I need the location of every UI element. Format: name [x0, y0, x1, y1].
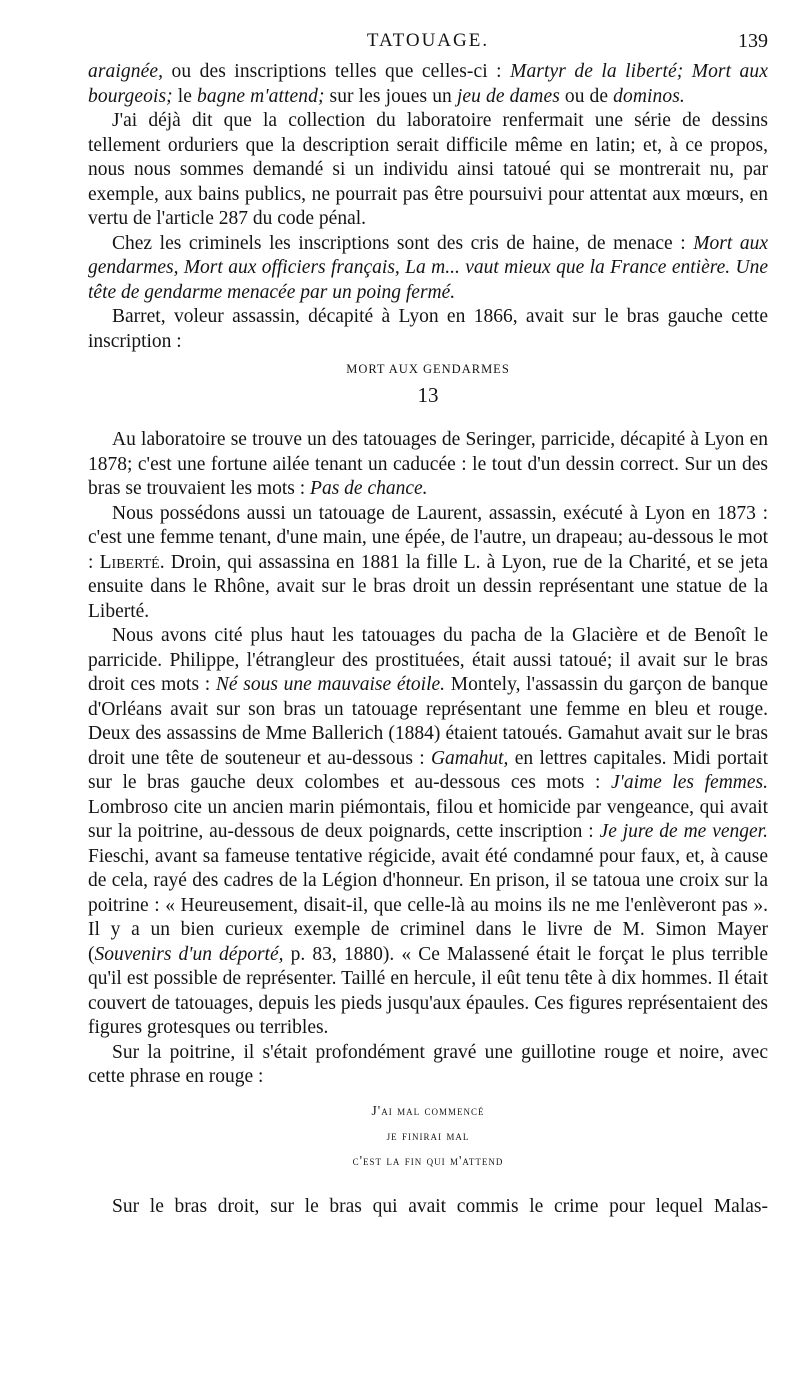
paragraph-1: [88, 60, 768, 109]
paragraph-7: [88, 624, 768, 1041]
small-caps-text: Liberté.: [99, 551, 165, 573]
italic-text: jeu de dames: [456, 85, 560, 107]
running-head: [88, 24, 768, 60]
text-run: Lombroso cite un ancien marin piémontais, filou et homicide par vengeance, qui avait sur la poitrine, au-dessous de deux poignards, cette inscription :: [88, 796, 768, 842]
book-page: [88, 24, 768, 1219]
verse-line: c'est la fin qui m'attend: [352, 1152, 504, 1168]
italic-text: Martyr de la liberté; Mort aux bourgeois;: [88, 61, 768, 107]
italic-text: J'aime les femmes.: [611, 772, 768, 793]
verse-block: [88, 1098, 768, 1173]
spacer: [88, 1173, 768, 1195]
spacer: [88, 1090, 768, 1098]
text-run: ou des inscriptions telles que celles-ci :: [163, 61, 511, 82]
inscription-number: 13: [417, 383, 439, 407]
text-run: Fieschi, avant sa fameuse tentative régicide, avait été condamné pour faux, et, à cause de cela, rayé des cadres de la Légion d'honneur. En prison, il se tatoua une croix sur la poitrine : « Heureusement, disait-il, que celle-là au moins ils ne me l'enlèveront pas ». Il y a un bien curieux exemple de criminel dans le livre de M. Simon Mayer (: [88, 845, 768, 965]
paragraph-4: Barret, voleur assassin, décapité à Lyon en 1866, avait sur le bras gauche cette inscription :: [88, 306, 768, 352]
text-run: p. 83, 1880). « Ce Malassené était le forçat le plus terrible qu'il est possible de représenter. Taillé en hercule, il eût tenu tête à dix hommes. Il était couvert de tatouages, depuis les pieds jusqu'aux épaules. Ces figures représentaient des figures grotesques ou terribles.: [88, 943, 768, 1038]
paragraph-3: [88, 232, 768, 306]
text-run: Montely, l'assassin du garçon de banque d'Orléans avait sur son bras un tatouage représentant une femme en bleu et rouge. Deux des assassins de Mme Ballerich (1884) étaient tatoués. Gamahut avait sur le bras droit une tête de souteneur et au-dessous :: [88, 674, 768, 769]
paragraph-8: Sur la poitrine, il s'était profondément gravé une guillotine rouge et noire, avec cette phrase en rouge :: [88, 1041, 768, 1087]
spacer: [88, 408, 768, 428]
text-run: Droin, qui assassina en 1881 la fille L. à Lyon, rue de la Charité, et se jeta ensuite dans le Rhône, avait sur le bras droit un dessin représentant une statue de la Liberté.: [88, 551, 769, 622]
paragraph-5: [88, 428, 768, 502]
text-run: le: [172, 85, 198, 107]
text-run: Nous avons cité plus haut les tatouages du pacha de la Glacière et de Benoît le parricide. Philippe, l'étrangleur des prostituées, était aussi tatoué; il avait sur le bras droit ces mots :: [88, 625, 768, 695]
italic-text: Souvenirs d'un déporté,: [94, 943, 284, 965]
page-number: 139: [738, 30, 768, 52]
italic-text: Gamahut,: [430, 747, 509, 769]
italic-text: Né sous une mauvaise étoile.: [215, 674, 446, 695]
text-run: sur les joues un: [324, 85, 457, 107]
text-run: Nous possédons aussi un tatouage de Laurent, assassin, exécuté à Lyon en 1873 : c'est une femme tenant, d'une main, une épée, de l'autre, un drapeau; au-dessous le mot :: [88, 502, 768, 573]
italic-text: Pas de chance.: [310, 478, 428, 499]
text-run: en lettres capitales. Midi portait sur le bras gauche deux colombes et au-dessous ces mots :: [88, 747, 768, 793]
text-run: ou de: [559, 85, 614, 107]
paragraph-2: J'ai déjà dit que la collection du laboratoire renfermait une série de dessins tellement orduriers que la description serait difficile même en latin; et, à ce propos, nous nous sommes demandé si un individu ainsi tatoué qui se montrerait nu, par exemple, aux bains publics, ne pourrait pas être poursuivi pour attentat aux mœurs, en vertu de l'article 287 du code pénal.: [88, 110, 768, 229]
italic-text: dominos.: [613, 85, 685, 107]
verse-line: je finirai mal: [386, 1127, 470, 1143]
running-title: TATOUAGE.: [366, 30, 490, 51]
paragraph-6: [88, 502, 768, 625]
italic-text: Je jure de me venger.: [599, 821, 768, 842]
italic-text: Mort aux gendarmes, Mort aux officiers français, La m... vaut mieux que la France entière. Une tête de gendarme menacée par un poing fermé.: [88, 232, 769, 303]
italic-text: bagne m'attend;: [197, 85, 325, 107]
paragraph-9: Sur le bras droit, sur le bras qui avait commis le crime pour lequel Malas-: [112, 1195, 768, 1217]
inscription-line: MORT AUX GENDARMES: [346, 362, 510, 376]
text-run: Au laboratoire se trouve un des tatouages de Seringer, parricide, décapité à Lyon en 1878; c'est une fortune ailée tenant un caducée : le tout d'un dessin correct. Sur un des bras se trouvaient les mots :: [88, 429, 768, 499]
verse-line: J'ai mal commencé: [371, 1102, 485, 1118]
text-run: Chez les criminels les inscriptions sont des cris de haine, de menace :: [112, 232, 694, 254]
italic-text: araignée,: [88, 61, 164, 82]
